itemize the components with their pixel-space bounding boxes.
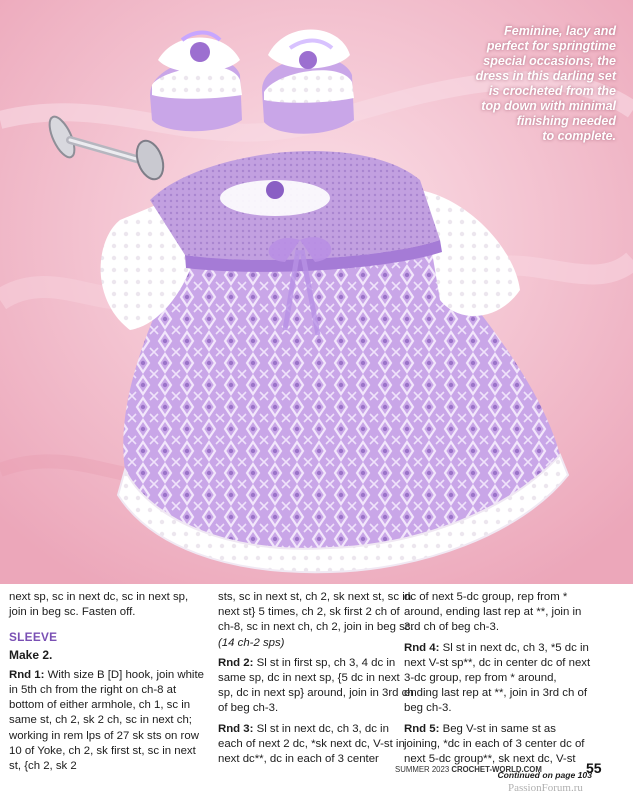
round-label: Rnd 1: xyxy=(9,668,45,681)
caption-line: special occasions, the xyxy=(483,54,616,68)
photo-caption xyxy=(436,24,616,144)
caption-line: perfect for springtime xyxy=(486,39,616,53)
round-text: Sl st in first sp, ch 3, 4 dc in same sp, dc in next sp, {5 dc in next sp, dc in next sp} around, join in 3rd ch of beg ch-3. xyxy=(218,656,414,715)
caption-line: to complete. xyxy=(542,129,616,143)
stitch-count-note: (14 ch-2 sps) xyxy=(218,636,285,649)
caption-line: top down with minimal xyxy=(481,99,616,113)
issue-label: SUMMER 2023 xyxy=(395,765,452,774)
caption-line: is crocheted from the xyxy=(488,84,616,98)
round-label: Rnd 2: xyxy=(218,656,254,669)
watermark: PassionForum.ru xyxy=(508,782,583,794)
text-column-2 xyxy=(218,590,414,767)
continued-note: Continued on page 103 xyxy=(497,770,592,781)
round-text: Sl st in next dc, ch 3, *5 dc in next V-st sp**, dc in center dc of next 3-dc group, rep from * around, ending last rep at **, join in 3rd ch of beg ch-3. xyxy=(404,641,591,715)
caption-line: dress in this darling set xyxy=(475,69,616,83)
paragraph: dc of next 5-dc group, rep from * around, ending last rep at **, join in 3rd ch of beg ch-3. xyxy=(404,591,582,634)
round-text: With size B [D] hook, join white in 5th ch from the right on ch-8 at bottom of either armhole, ch 1, sc in same st, ch 2, sk 2 ch, sc in next ch; working in rem lps of 27 sk sts on row 10 of Yoke, ch 2, sk first st, sc in next st, {ch 2, sk 2 xyxy=(9,668,204,773)
round-text: Sl st in next dc, ch 3, dc in each of next 2 dc, *sk next dc, V-st in next dc**, dc in each of 3 center xyxy=(218,722,405,766)
round-text: Beg V-st in same st as joining, *dc in each of 3 center dc of next 5-dc group**, sk next dc, V-st xyxy=(404,722,585,766)
round-instruction xyxy=(404,641,592,717)
round-label: Rnd 5: xyxy=(404,722,440,735)
paragraph-text: sts, sc in next st, ch 2, sk next st, sc in next st} 5 times, ch 2, sk first 2 ch of ch-8, sc in next ch, ch 2, join in beg sc. xyxy=(218,591,414,634)
round-label: Rnd 4: xyxy=(404,641,440,654)
round-instruction xyxy=(218,656,414,717)
site-name: CROCHET-WORLD.COM xyxy=(451,765,542,774)
section-heading: SLEEVE xyxy=(9,630,58,645)
make-instruction: Make 2. xyxy=(9,647,53,662)
page-number: 55 xyxy=(586,760,602,776)
round-label: Rnd 3: xyxy=(218,722,254,735)
caption-line: Feminine, lacy and xyxy=(504,24,616,38)
paragraph: next sp, sc in next dc, sc in next sp, join in beg sc. Fasten off. xyxy=(9,591,189,619)
page-footer xyxy=(0,758,633,800)
caption-line: finishing needed xyxy=(516,114,616,128)
text-column-3 xyxy=(404,590,592,783)
issue-line xyxy=(395,765,542,774)
text-column-1 xyxy=(9,590,205,774)
paragraph xyxy=(218,590,414,651)
